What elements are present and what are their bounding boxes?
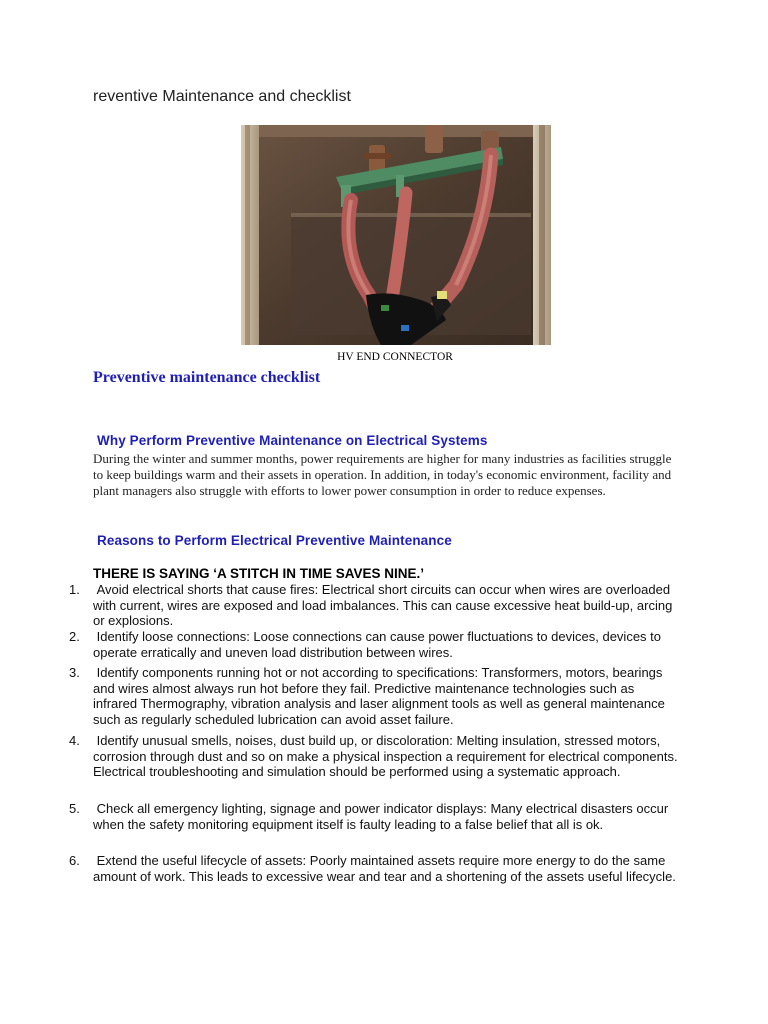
list-item-text: Avoid electrical shorts that cause fires: Electrical short circuits can occur when wires are overloaded with current, wires are exposed and load imbalances. This can cause excessive heat build-up, arcing or explosions.: [93, 582, 673, 629]
reasons-heading: Reasons to Perform Electrical Preventive Maintenance: [97, 533, 452, 548]
list-item-text: Identify components running hot or not according to specifications: Transformers, motors, bearings and wires almost always run hot before they fail. Predictive maintenance technologies such as infrared Thermography, vibration analysis and laser alignment tools as well as general maintenance such as regularly scheduled lubrication can avoid asset failure.: [93, 665, 665, 727]
why-paragraph: During the winter and summer months, power requirements are higher for many industries as facilities struggle to keep buildings warm and their assets in operation. In addition, in today's economic environment, facility and plant managers also struggle with efforts to lower power consumption in order to reduce expenses.: [93, 451, 672, 499]
section-title: Preventive maintenance checklist: [93, 369, 321, 386]
list-item-text: Identify unusual smells, noises, dust build up, or discoloration: Melting insulation, stressed motors, corrosion through dust and so on make a physical inspection a requirement for electrical components. Electrical troubleshooting and simulation should be performed using a systematic approach.: [93, 733, 678, 780]
why-heading: Why Perform Preventive Maintenance on Electrical Systems: [97, 433, 488, 448]
list-item-number: 2.: [69, 629, 80, 644]
document-title: reventive Maintenance and checklist: [93, 88, 351, 105]
list-item-text: Extend the useful lifecycle of assets: Poorly maintained assets require more energy to do the same amount of work. This leads to excessive wear and tear and a shortening of the assets useful lifecycle.: [93, 853, 676, 884]
list-item-number: 3.: [69, 665, 80, 680]
image-caption: HV END CONNECTOR: [337, 351, 453, 363]
list-item-number: 1.: [69, 582, 80, 597]
list-item-number: 6.: [69, 853, 80, 868]
hv-end-connector-photo: [241, 125, 551, 345]
list-item-number: 5.: [69, 801, 80, 816]
list-item-text: Check all emergency lighting, signage and power indicator displays: Many electrical disasters occur when the safety monitoring equipment itself is faulty leading to a false belief that all is ok.: [93, 801, 669, 832]
list-item-text: Identify loose connections: Loose connections can cause power fluctuations to devices, devices to operate erratically and uneven load distribution between wires.: [93, 629, 662, 660]
saying-heading: THERE IS SAYING ‘A STITCH IN TIME SAVES NINE.’: [93, 566, 425, 581]
list-item-number: 4.: [69, 733, 80, 748]
